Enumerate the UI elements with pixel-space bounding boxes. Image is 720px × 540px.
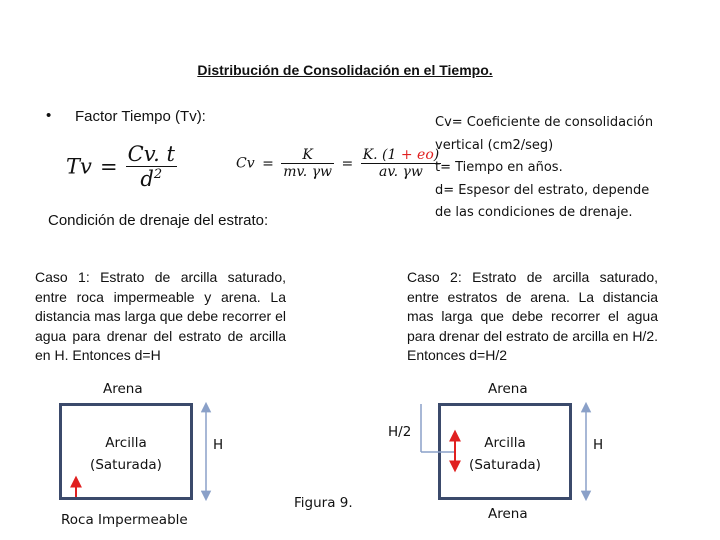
formula-cv-num2-a: K. (1 bbox=[362, 147, 401, 163]
formula-tv-den-exponent: 2 bbox=[153, 167, 163, 182]
bullet-symbol: • bbox=[46, 107, 52, 124]
drainage-condition-heading: Condición de drenaje del estrato: bbox=[48, 212, 269, 229]
formula-cv-den2: av. γw bbox=[379, 164, 423, 180]
formula-tv-den-base: d bbox=[140, 167, 154, 191]
diagram-1-height-label: H bbox=[213, 437, 224, 453]
bullet-text: Factor Tiempo (Tv): bbox=[75, 108, 206, 125]
diagram-2-height-label: H bbox=[593, 437, 604, 453]
formula-cv-lhs: Cv bbox=[236, 155, 255, 172]
case-2-text: Caso 2: Estrato de arcilla saturado, entre estratos de arena. La distancia mas larga que debe recorrer el agua para drenar del estrato de arcilla en H/2. Entonces d=H/2 bbox=[407, 269, 658, 363]
definition-line: t= Tiempo en años. bbox=[435, 160, 563, 175]
diagram-1-clay-label-line: Arcilla bbox=[105, 435, 147, 451]
formula-tv-lhs: Tv bbox=[66, 154, 92, 179]
diagram-1-bottom-label: Roca Impermeable bbox=[61, 512, 188, 528]
formula-cv-num1: K bbox=[281, 147, 334, 164]
definition-line: de las condiciones de drenaje. bbox=[435, 205, 633, 220]
page-title: Distribución de Consolidación en el Tiempo. bbox=[197, 62, 493, 78]
formula-tv-numerator: Cv. t bbox=[127, 142, 175, 166]
definition-line: Cv= Coeficiente de consolidación bbox=[435, 115, 654, 130]
formula-cv-num2-b: ) bbox=[433, 147, 440, 163]
figure-caption: Figura 9. bbox=[294, 495, 353, 511]
definition-line: vertical (cm2/seg) bbox=[435, 137, 554, 153]
diagram-2-half-height-label: H/2 bbox=[388, 424, 412, 440]
diagram-1-clay-label-line: (Saturada) bbox=[90, 457, 162, 473]
definition-line: d= Espesor del estrato, depende bbox=[435, 182, 650, 198]
diagram-2-top-label: Arena bbox=[488, 381, 528, 397]
diagram-2-clay-label-line: Arcilla bbox=[484, 435, 526, 451]
diagram-1-top-label: Arena bbox=[103, 381, 143, 397]
formula-tv-eq: = bbox=[99, 154, 118, 179]
formula-cv-num2-red: + eo bbox=[400, 147, 434, 163]
diagram-2-bottom-label: Arena bbox=[488, 506, 528, 522]
case-1-text: Caso 1: Estrato de arcilla saturado, entre roca impermeable y arena. La distancia mas larga que debe recorrer el agua para drenar del estrato de arcilla en H. Entonces d=H bbox=[35, 269, 286, 363]
formula-cv-den1: mv. γw bbox=[283, 164, 333, 180]
diagram-2-clay-label-line: (Saturada) bbox=[469, 457, 541, 473]
formula-cv-eq1: = bbox=[262, 155, 274, 172]
formula-cv-eq2: = bbox=[341, 155, 354, 172]
